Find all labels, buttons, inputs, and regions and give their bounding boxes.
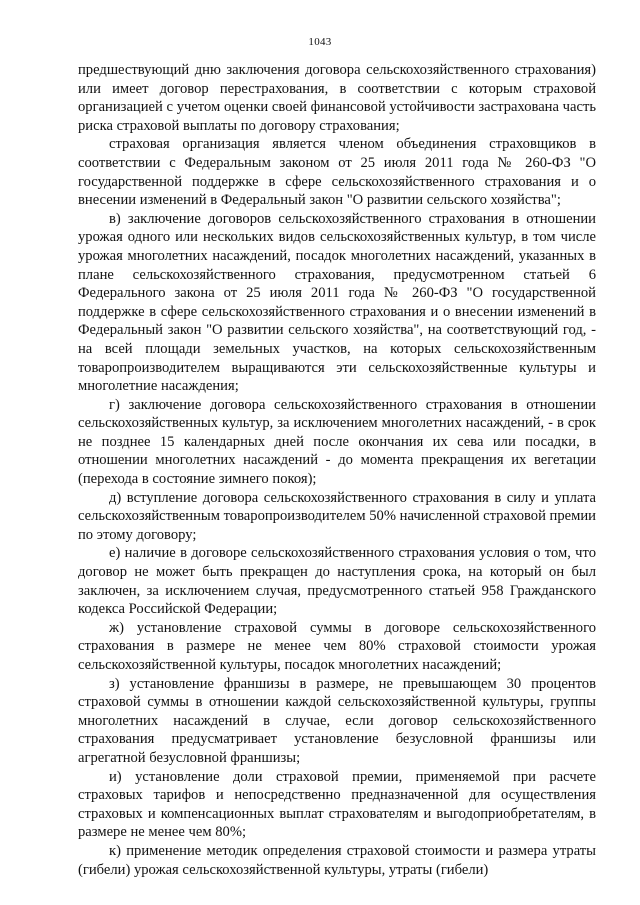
document-body (78, 61, 596, 879)
paragraph-item-d: д) вступление договора сельскохозяйственного страхования в силу и уплата сельскохозяйственным товаропроизводителем 50% начисленной страховой премии по этому договору; (78, 489, 596, 543)
paragraph-item-i: и) установление доли страховой премии, применяемой при расчете страховых тарифов и непосредственно предназначенной для осуществления страховых и компенсационных выплат страхователям и выгодоприобретателям, в размере не менее чем 80%; (78, 768, 596, 841)
paragraph-item-g: г) заключение договора сельскохозяйственного страхования в отношении сельскохозяйственных культур, за исключением многолетних насаждений, - в срок не позднее 15 календарных дней после окончания их сева или посадки, в отношении многолетних насаждений - до момента прекращения их вегетации (перехода в состояние зимнего покоя); (78, 396, 596, 488)
paragraph-continuation: предшествующий дню заключения договора сельскохозяйственного страхования) или имеет договор перестрахования, в соответствии с которым страховой организацией с учетом оценки своей финансовой устойчивости застрахована часть риска страховой выплаты по договору страхования; (78, 62, 596, 134)
page-number: 1043 (308, 36, 332, 48)
paragraph-insurer-association: страховая организация является членом объединения страховщиков в соответствии с Федеральным законом от 25 июля 2011 года № 260-ФЗ "О государственной поддержке в сфере сельскохозяйственного страхования и о внесении изменений в Федеральный закон "О развитии сельского хозяйства"; (78, 136, 596, 209)
paragraph-item-e: е) наличие в договоре сельскохозяйственного страхования условия о том, что договор не может быть прекращен до наступления срока, на который он был заключен, за исключением случая, предусмотренного статьей 958 Гражданского кодекса Российской Федерации; (78, 545, 596, 618)
paragraph-item-zh: ж) установление страховой суммы в договоре сельскохозяйственного страхования в размере не менее чем 80% страховой стоимости урожая сельскохозяйственной культуры, посадок многолетних насаждений; (78, 619, 596, 673)
paragraph-item-v: в) заключение договоров сельскохозяйственного страхования в отношении урожая одного или нескольких видов сельскохозяйственных культур, в том числе урожая многолетних насаждений, посадок многолетних насаждений, указанных в плане сельскохозяйственного страхования, предусмотренном статьей 6 Федерального закона от 25 июля 2011 года № 260-ФЗ "О государственной поддержке в сфере сельскохозяйственного страхования и о внесении изменений в Федеральный закон "О развитии сельского хозяйства", на соответствующий год, - на всей площади земельных участков, на которых сельскохозяйственным товаропроизводителем выращиваются эти сельскохозяйственные культуры и многолетние насаждения; (78, 210, 596, 395)
paragraph-item-z: з) установление франшизы в размере, не превышающем 30 процентов страховой суммы в отношении каждой сельскохозяйственной культуры, группы многолетних насаждений в случае, если договор сельскохозяйственного страхования предусматривает установление безусловной франшизы или агрегатной безусловной франшизы; (78, 675, 596, 766)
paragraph-item-k: к) применение методик определения страховой стоимости и размера утраты (гибели) урожая сельскохозяйственной культуры, утраты (гибели) (78, 842, 596, 878)
